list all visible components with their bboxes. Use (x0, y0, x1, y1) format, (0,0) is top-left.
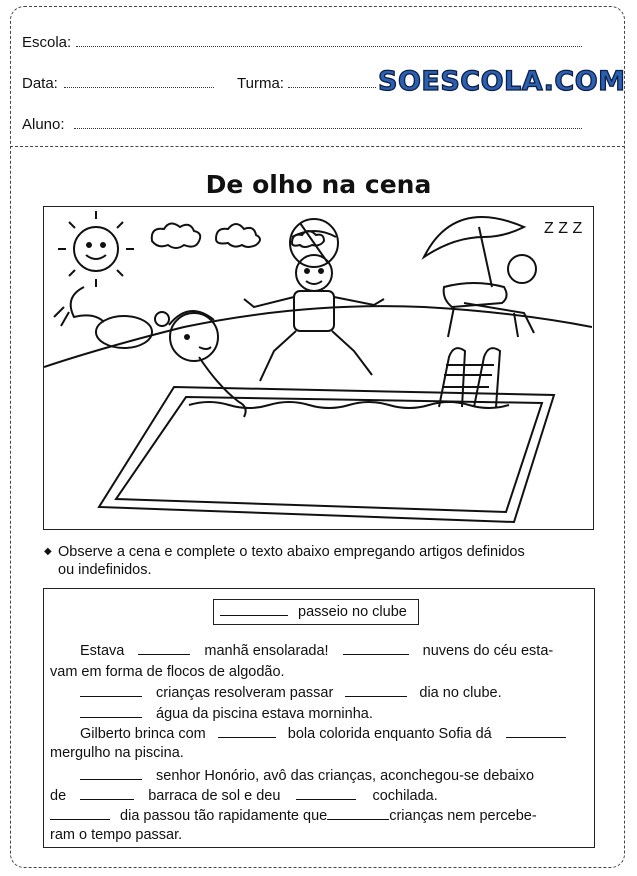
bullet-icon: ◆ (44, 546, 52, 558)
title-blank[interactable] (220, 602, 288, 616)
instruction-line-1: Observe a cena e complete o texto abaixo empregando artigos definidos (58, 544, 525, 560)
school-field[interactable] (76, 46, 582, 47)
blank-8[interactable] (80, 766, 142, 780)
school-label: Escola: (22, 34, 72, 51)
class-field[interactable] (288, 87, 376, 88)
text-line-4: água da piscina estava morninha. (80, 704, 373, 723)
site-logo: SOESCOLA.COM (378, 66, 626, 97)
date-field[interactable] (64, 87, 214, 88)
boy-with-ball-icon (244, 219, 384, 381)
text-line-8: de barraca de sol e deu cochilada. (50, 788, 438, 804)
text-line-2: vam em forma de flocos de algodão. (50, 664, 285, 680)
blank-1[interactable] (138, 641, 190, 655)
text-line-10: ram o tempo passar. (50, 827, 183, 843)
svg-text:Z Z Z: Z Z Z (544, 220, 583, 237)
blank-3[interactable] (80, 683, 142, 697)
blank-4[interactable] (345, 683, 407, 697)
text-line-7: senhor Honório, avô das crianças, aconchegou-se debaixo (80, 766, 534, 785)
worksheet-title: De olho na cena (205, 170, 432, 199)
pool-scene-illustration (43, 206, 594, 530)
blank-10[interactable] (296, 786, 356, 800)
text-line-9: dia passou tão rapidamente que crianças nem percebe- (50, 806, 537, 825)
beach-umbrella-icon (424, 217, 524, 287)
pool-ladder-icon (439, 348, 500, 407)
swimming-pool-icon (99, 387, 554, 522)
blank-11[interactable] (50, 806, 110, 820)
text-line-5: Gilberto brinca com bola colorida enquanto Sofia dá (80, 724, 566, 743)
instruction-line-2: ou indefinidos. (58, 562, 152, 579)
pool-scene-drawing (44, 207, 592, 528)
blank-5[interactable] (80, 704, 142, 718)
student-field[interactable] (74, 128, 582, 129)
text-line-1: Estava manhã ensolarada! nuvens do céu esta- (80, 643, 554, 659)
class-label: Turma: (237, 75, 284, 92)
header-divider (10, 146, 625, 147)
text-title-box (213, 599, 419, 625)
instruction-text (44, 543, 604, 579)
date-label: Data: (22, 75, 58, 92)
blank-7[interactable] (506, 724, 566, 738)
blank-12[interactable] (327, 806, 389, 820)
sun-icon (58, 211, 134, 287)
cloud-icon (152, 223, 324, 248)
blank-6[interactable] (218, 724, 276, 738)
sleeping-man-icon (444, 220, 583, 337)
blank-2[interactable] (343, 641, 409, 655)
blank-9[interactable] (80, 786, 134, 800)
student-label: Aluno: (22, 116, 65, 133)
text-line-3: crianças resolveram passar dia no clube. (80, 683, 502, 702)
text-title: passeio no clube (298, 604, 407, 620)
text-line-6: mergulho na piscina. (50, 745, 184, 761)
